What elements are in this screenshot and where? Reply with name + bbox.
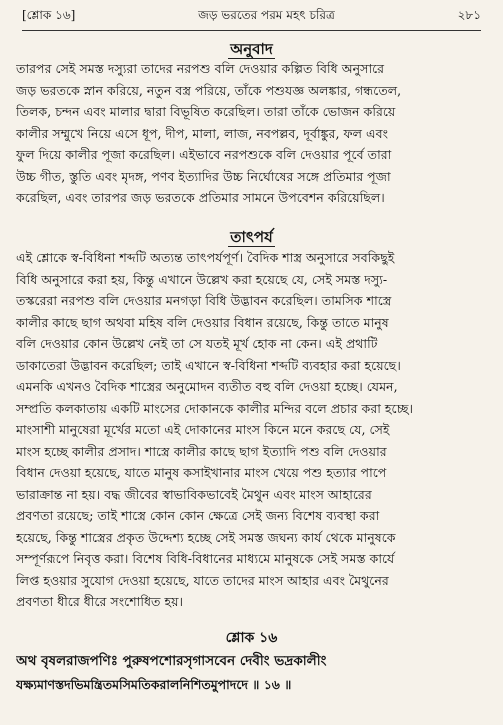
verse-line-2: যক্ষ্যমাণস্তদভিমন্ত্রিতমসিমতিকরালনিশিতমুপাদদে ॥ ১৬ ॥ [16, 677, 292, 692]
text-line: এই শ্লোকে স্ব-বিধিনা শব্দটি অত্যন্ত তাৎপর্যপূর্ণ। বৈদিক শাস্ত্র অনুসারে সবকিছুই [16, 250, 395, 265]
purport-heading: তাৎপর্য [230, 228, 273, 246]
verse-line-1: অথ বৃষলরাজপণিঃ পুরুষপশোরসৃগাসবেন দেবীং ভদ্রকালীং [16, 653, 327, 669]
text-line: জড় ভরতকে স্নান করিয়ে, নতুন বস্ত্র পরিয়ে, তাঁকে পশুযজ্ঞ অলঙ্কার, গন্ধতেল, [16, 82, 402, 98]
text-line: সম্প্রতি কলকাতায় একটি মাংসের দোকানকে কালীর মন্দির বলে প্রচার করা হচ্ছে। [16, 400, 414, 416]
text-line: উচ্চ গীত, স্তুতি এবং মৃদঙ্গ, পণব ইত্যাদির উচ্চ নির্ঘোষের সঙ্গে প্রতিমার পূজা [16, 168, 391, 184]
text-line: বলি দেওয়ার কোন উল্লেখ নেই তা সে যতই মূর্খ হোক না কেন। এই প্রথাটি [16, 336, 378, 351]
text-line: ভারাক্রান্ত না হয়। বদ্ধ জীবের স্বাভাবিকভাবেই মৈথুন এবং মাংস আহারের [16, 486, 372, 502]
text-line: এমনকি এখনও বৈদিক শাস্ত্রের অনুমোদন ব্যতীত বহু বলি দেওয়া হচ্ছে। যেমন, [16, 379, 398, 394]
page-header [22, 4, 481, 31]
text-line: ডাকাতেরা উদ্ভাবন করেছিল; তাই এখানে স্ব-বিধিনা শব্দটি ব্যবহার করা হয়েছে। [16, 357, 401, 373]
verse-reference: [শ্লোক ১৬] [22, 8, 76, 22]
text-line: করেছিল, এবং তারপর জড় ভরতকে প্রতিমার সামনে উপবেশন করিয়েছিল। [16, 190, 385, 205]
text-line: লিপ্ত হওয়ার সুযোগ দেওয়া হয়েছে, যাতে তাদের মাংস আহার এবং মৈথুনের [16, 572, 389, 588]
text-line: মাংস হচ্ছে কালীর প্রসাদ। শাস্ত্রে কালীর কাছে ছাগ ইত্যাদি পশু বলি দেওয়ার [16, 443, 387, 459]
text-line: তস্করেরা নরপশু বলি দেওয়ার মনগড়া বিধি উদ্ভাবন করেছিল। তামসিক শাস্ত্রে [16, 293, 392, 308]
text-line: প্রবণতা ধীরে ধীরে সংশোধিত হয়। [16, 594, 183, 609]
purport-paragraph [16, 247, 487, 613]
text-line: সম্পূর্ণরূপে নিবৃত্ত করা। বিশেষ বিধি-বিধানের মাধ্যমে মানুষকে সেই সমস্ত কার্যে [16, 551, 395, 566]
text-line: মাংসাশী মানুষেরা মূর্খের মতো এই দোকানের মাংস কিনে মনে করছে যে, সেই [16, 422, 390, 437]
text-line: তারপর সেই সমস্ত দস্যুরা তাদের নরপশু বলি দেওয়ার কল্পিত বিধি অনুসারে [16, 61, 385, 76]
text-line: ফুল দিয়ে কালীর পূজা করেছিল। এইভাবে নরপশুকে বলি দেওয়ার পূর্বে তারা [16, 147, 392, 162]
text-line: হয়েছে, কিন্তু শাস্ত্রের প্রকৃত উদ্দেশ্য হচ্ছে সেই সমস্ত জঘন্য কার্য থেকে মানুষকে [16, 529, 396, 545]
text-line: প্রবণতা রয়েছে; তাই শাস্ত্রে কোন কোন ক্ষেত্রে সেই জন্য বিশেষ ব্যবস্থা করা [16, 508, 380, 523]
translation-heading: অনুবাদ [230, 40, 273, 58]
chapter-title: জড় ভরতের পরম মহৎ চরিত্র [198, 8, 335, 22]
page-number: ২৮১ [457, 8, 481, 22]
text-line: বিধি অনুসারে করা হয়, কিন্তু এখানে উল্লেখ করা হয়েছে যে, সেই সমস্ত দস্যু- [16, 271, 388, 287]
next-verse-heading: শ্লোক ১৬ [225, 630, 278, 646]
translation-paragraph [16, 58, 487, 209]
text-line: কালীর কাছে ছাগ অথবা মহিষ বলি দেওয়ার বিধান রয়েছে, কিন্তু তাতে মানুষ [16, 314, 389, 330]
text-line: কালীর সম্মুখে নিয়ে এসে ধূপ, দীপ, মালা, লাজ, নবপল্লব, দূর্বাঙ্কুর, ফল এবং [16, 125, 389, 141]
text-line: বিধান দেওয়া হয়েছে, যাতে মানুষ কসাইখানার মাংস খেয়ে পশু হত্যার পাপে [16, 465, 387, 480]
text-line: তিলক, চন্দন এবং মালার দ্বারা বিভূষিত করেছিল। তারা তাঁকে ভোজন করিয়ে [16, 104, 396, 119]
